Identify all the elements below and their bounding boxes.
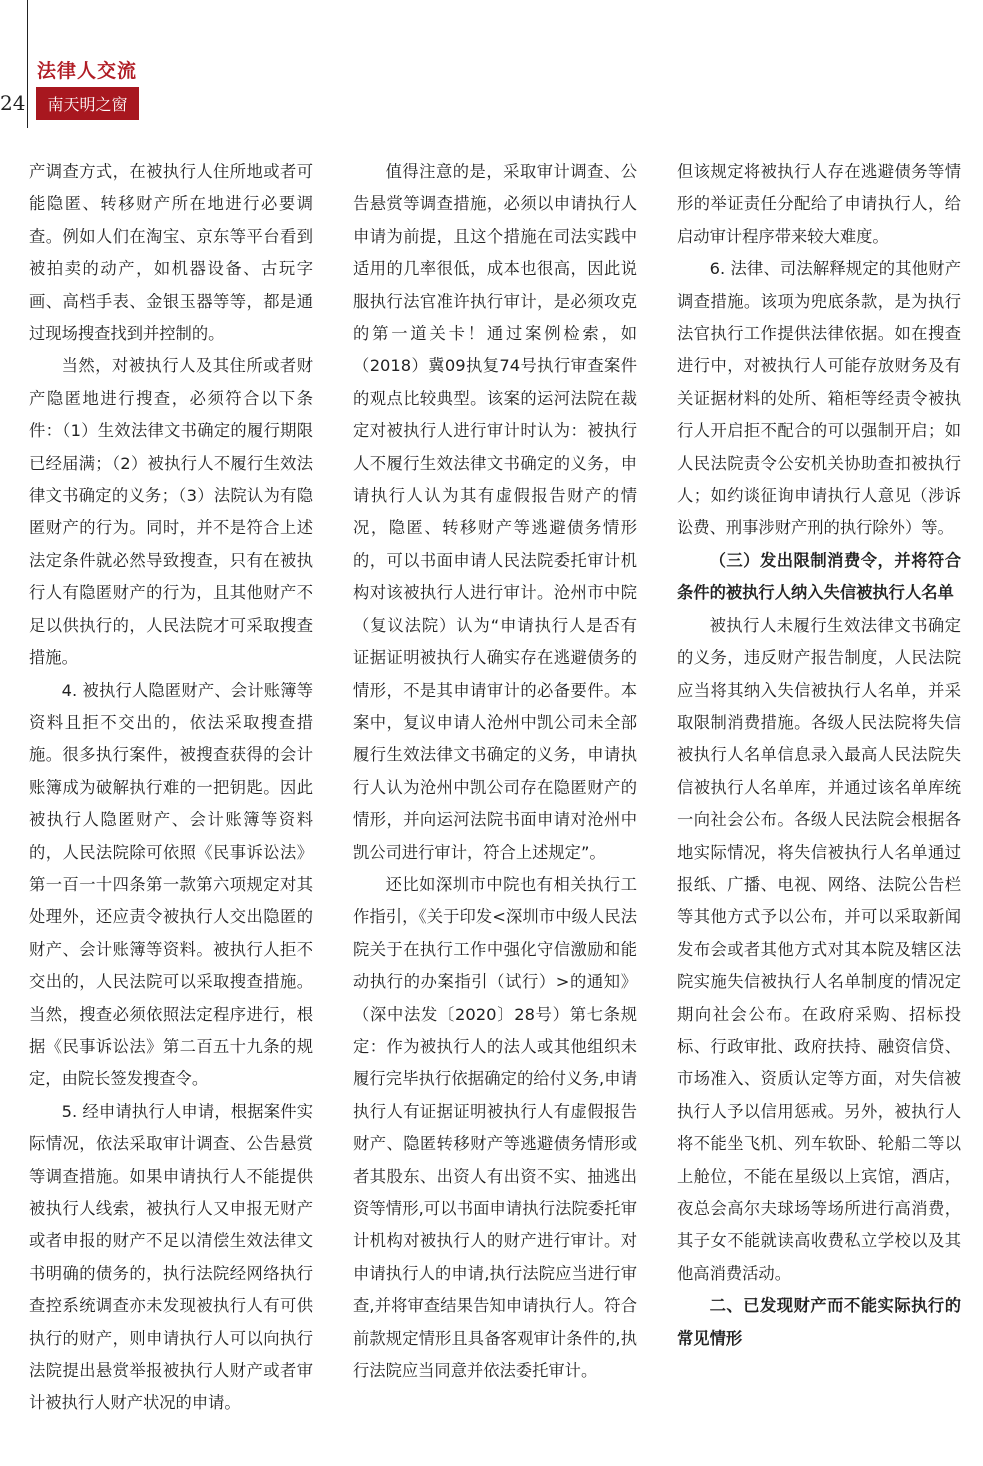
text-column-2 [353,156,637,1456]
column-name-badge: 南天明之窗 [36,87,139,120]
paragraph: 值得注意的是，采取审计调查、公告悬赏等调查措施，必须以申请执行人申请为前提，且这个措施在司法实践中适用的几率很低，成本也很高，因此说服执行法官准许执行审计，是必须攻克的第一道关卡！通过案例检索，如（2018）冀09执复74号执行审查案件的观点比较典型。该案的运河法院在裁定对被执行人进行审计时认为：被执行人不履行生效法律文书确定的义务，申请执行人认为其有虚假报告财产的情况，隐匿、转移财产等逃避债务情形的，可以书面申请人民法院委托审计机构对该被执行人进行审计。沧州市中院（复议法院）认为“申请执行人是否有证据证明被执行人确实存在逃避债务的情形，不是其申请审计的必备要件。本案中，复议申请人沧州中凯公司未全部履行生效法律文书确定的义务，申请执行人认为沧州中凯公司存在隐匿财产的情形，并向运河法院书面申请对沧州中凯公司进行审计，符合上述规定”。 [353,162,637,862]
section-title: 法律人交流 [37,60,138,82]
header-divider-line [27,0,28,128]
section-heading: 二、已发现财产而不能实际执行的常见情形 [677,1296,961,1348]
text-column-1 [29,156,313,1456]
paragraph: 当然，对被执行人及其住所或者财产隐匿地进行搜查，必须符合以下条件：（1）生效法律文书确定的履行期限已经届满；（2）被执行人不履行生效法律文书确定的义务；（3）法院认为有隐匿财产的行为。同时，并不是符合上述法定条件就必然导致搜查，只有在被执行人有隐匿财产的行为，且其他财产不足以供执行的，人民法院才可采取搜查措施。 [29,356,313,668]
paragraph: 5. 经申请执行人申请，根据案件实际情况，依法采取审计调查、公告悬赏等调查措施。如果申请执行人不能提供被执行人线索，被执行人又申报无财产或者申报的财产不足以清偿生效法律文书明确的债务的，执行法院经网络执行查控系统调查亦未发现被执行人有可供执行的财产，则申请执行人可以向执行法院提出悬赏举报被执行人财产或者审计被执行人财产状况的申请。 [29,1101,313,1413]
paragraph: 但该规定将被执行人存在逃避债务等情形的举证责任分配给了申请执行人，给启动审计程序带来较大难度。 [677,162,961,246]
section-heading: （三）发出限制消费令，并将符合条件的被执行人纳入失信被执行人名单 [677,550,961,603]
paragraph: 4. 被执行人隐匿财产、会计账簿等资料且拒不交出的，依法采取搜查措施。很多执行案件，被搜查获得的会计账簿成为破解执行难的一把钥匙。因此被执行人隐匿财产、会计账簿等资料的，人民法院除可依照《民事诉讼法》第一百一十四条第一款第六项规定对其处理外，还应责令被执行人交出隐匿的财产、会计账簿等资料。被执行人拒不交出的，人民法院可以采取搜查措施。当然，搜查必须依照法定程序进行，根据《民事诉讼法》第二百五十九条的规定，由院长签发搜查令。 [29,680,313,1089]
paragraph: 还比如深圳市中院也有相关执行工作指引，《关于印发<深圳市中级人民法院关于在执行工作中强化守信激励和能动执行的办案指引（试行）>的通知》（深中法发〔2020〕28号）第七条规定：作为被执行人的法人或其他组织未履行完毕执行依据确定的给付义务,申请执行人有证据证明被执行人有虚假报告财产、隐匿转移财产等逃避债务情形或者其股东、出资人有出资不实、抽逃出资等情形,可以书面申请执行法院委托审计机构对被执行人的财产进行审计。对申请执行人的申请,执行法院应当进行审查,并将审查结果告知申请执行人。符合前款规定情形且具备客观审计条件的,执行法院应当同意并依法委托审计。 [353,874,637,1381]
page-number: 24 [0,91,26,115]
paragraph: 6. 法律、司法解释规定的其他财产调查措施。该项为兜底条款，是为执行法官执行工作提供法律依据。如在搜查进行中，对被执行人可能存放财务及有关证据材料的处所、箱柜等经责令被执行人开启拒不配合的可以强制开启；如人民法院责令公安机关协助查扣被执行人；如约谈征询申请执行人意见（涉诉讼费、刑事涉财产刑的执行除外）等。 [677,259,961,538]
paragraph: 产调查方式，在被执行人住所地或者可能隐匿、转移财产所在地进行必要调查。例如人们在淘宝、京东等平台看到被拍卖的动产，如机器设备、古玩字画、高档手表、金银玉器等等，都是通过现场搜查找到并控制的。 [29,162,313,344]
text-column-3 [677,156,961,1456]
paragraph: 被执行人未履行生效法律文书确定的义务，违反财产报告制度，人民法院应当将其纳入失信被执行人名单，并采取限制消费措施。各级人民法院将失信被执行人名单信息录入最高人民法院失信被执行人名单库，并通过该名单库统一向社会公布。各级人民法院会根据各地实际情况，将失信被执行人名单通过报纸、广播、电视、网络、法院公告栏等其他方式予以公布，并可以采取新闻发布会或者其他方式对其本院及辖区法院实施失信被执行人名单制度的情况定期向社会公布。在政府采购、招标投标、行政审批、政府扶持、融资信贷、市场准入、资质认定等方面，对失信被执行人予以信用惩戒。另外，被执行人将不能坐飞机、列车软卧、轮船二等以上舱位，不能在星级以上宾馆，酒店，夜总会高尔夫球场等场所进行高消费，其子女不能就读高收费私立学校以及其他高消费活动。 [677,615,961,1283]
